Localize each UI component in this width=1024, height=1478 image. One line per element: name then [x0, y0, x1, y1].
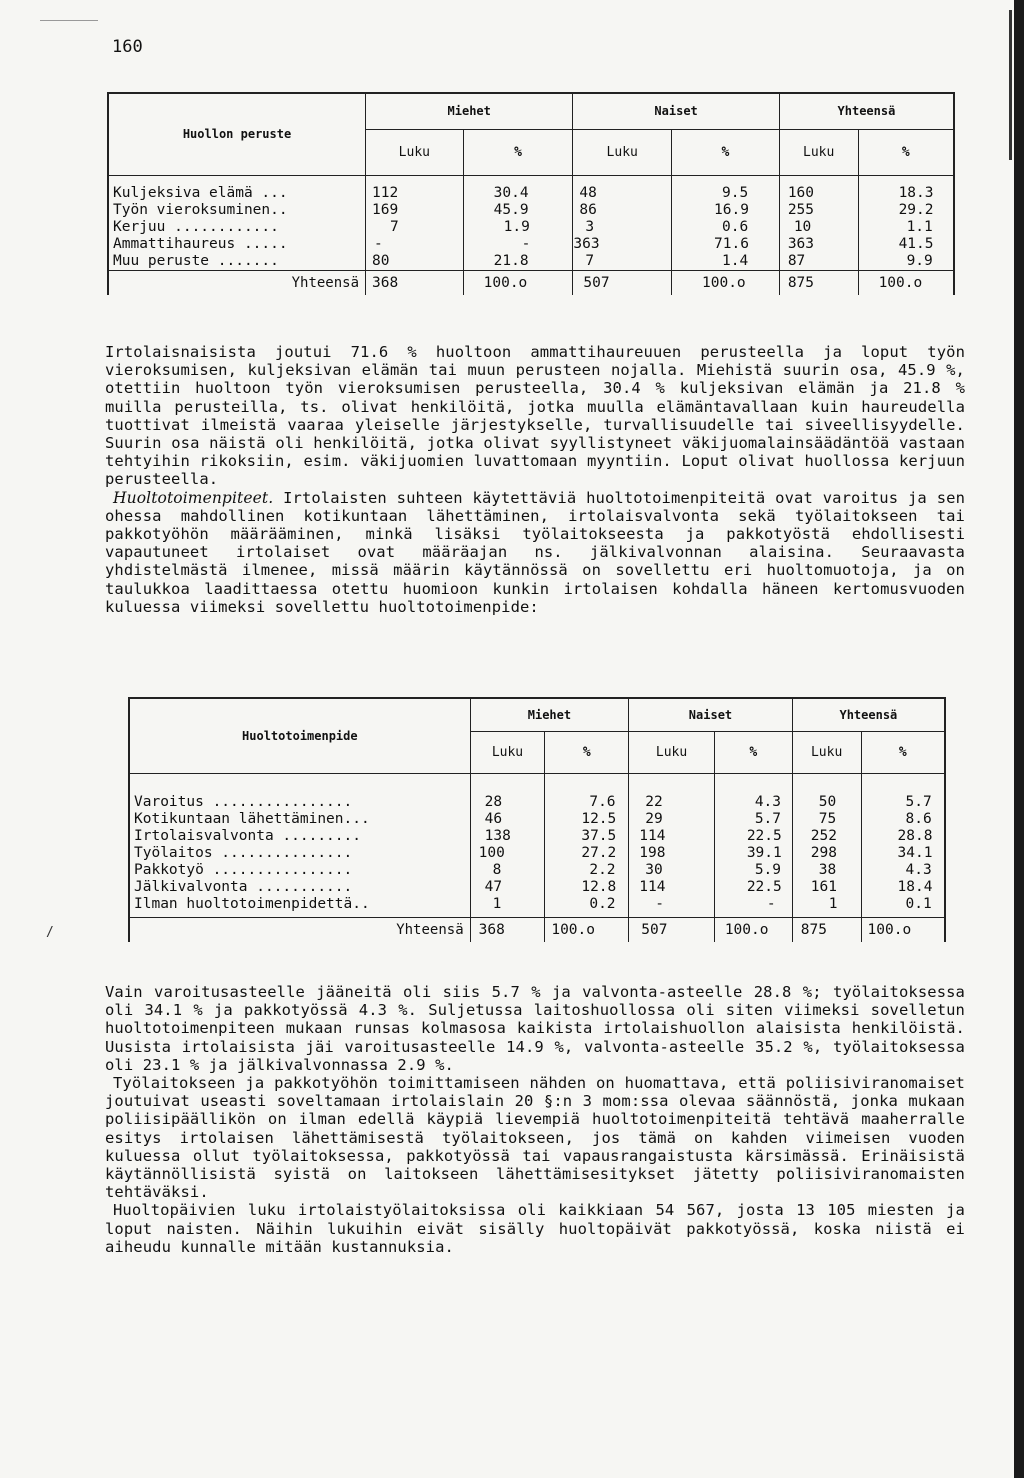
- table1-subheader: %: [463, 129, 573, 175]
- cell: 100.o: [714, 918, 792, 943]
- scan-right-edge: [1014, 0, 1024, 1478]
- cell: -: [629, 896, 715, 918]
- cell: 1.9: [463, 219, 573, 236]
- cell: 18.3: [858, 185, 954, 202]
- table1-group-yhteensa: Yhteensä: [779, 93, 954, 129]
- table-huoltotoimenpide: [128, 697, 946, 942]
- cell: 368: [470, 918, 545, 943]
- cell: 30: [629, 862, 715, 879]
- cell: 8.6: [861, 811, 945, 828]
- table2-subheader: Luku: [470, 731, 545, 773]
- table2-subheader: %: [545, 731, 629, 773]
- cell: 1.4: [672, 253, 780, 271]
- cell: 0.2: [545, 896, 629, 918]
- cell: 1: [792, 896, 861, 918]
- text-block-1: [105, 343, 965, 616]
- row-label: Kotikuntaan lähettäminen...: [129, 811, 470, 828]
- cell: 75: [792, 811, 861, 828]
- cell: 100.o: [545, 918, 629, 943]
- cell: 112: [366, 185, 464, 202]
- paragraph: Työlaitokseen ja pakkotyöhön toimittamiseen nähden on huomattava, että poliisiviranomaiset joutuivat useasti soveltamaan irtolaislain 20 §:n 3 mom:ssa olevaa säännöstä, jonka mukaan poliisipäällikön on ilman edellä käypiä lievempiä huoltotoimenpiteitä tehtävä maaherralle esitys irtolaisen lähettämisestä työlaitokseen, jos tämä on kahden viimeisen vuoden kuluessa ollut työlaitoksessa, pakkotyössä tai vapausrangaistusta kärsimässä. Erinäisistä käytännöllisistä syistä on laitokseen lähettämisesitykset jätetty poliisiviranomaisten tehtäväksi.: [105, 1074, 965, 1202]
- cell: 875: [779, 271, 858, 296]
- table1-subheader: Luku: [573, 129, 672, 175]
- cell: 21.8: [463, 253, 573, 271]
- cell: 34.1: [861, 845, 945, 862]
- cell: 100.o: [858, 271, 954, 296]
- section-heading: Huoltotoimenpiteet.: [113, 488, 274, 507]
- table2-group-naiset: Naiset: [629, 698, 793, 731]
- cell: 0.1: [861, 896, 945, 918]
- cell: 39.1: [714, 845, 792, 862]
- cell: 87: [779, 253, 858, 271]
- cell: 1: [470, 896, 545, 918]
- paragraph: Huoltopäivien luku irtolaistyölaitoksissa oli kaikkiaan 54 567, josta 13 105 miesten ja loput naisten. Näihin lukuihin eivät sisälly huoltopäivät pakkotyössä, koska niistä ei aiheudu kunnalle mitään kustannuksia.: [105, 1201, 965, 1256]
- cell: 198: [629, 845, 715, 862]
- cell: 8: [470, 862, 545, 879]
- cell: 114: [629, 828, 715, 845]
- table1-subheader: %: [858, 129, 954, 175]
- cell: 255: [779, 202, 858, 219]
- cell: 252: [792, 828, 861, 845]
- cell: 0.6: [672, 219, 780, 236]
- table-huollon-peruste: [107, 92, 955, 295]
- cell: 71.6: [672, 236, 780, 253]
- cell: 5.7: [861, 794, 945, 811]
- paragraph: Irtolaisnaisista joutui 71.6 % huoltoon ammattihaureuuen perusteella ja loput työn vieroksumisen, kuljeksivan elämän tai muun perusteen nojalla. Miehistä suurin osa, 45.9 %, otettiin huoltoon työn vieroksumisen perusteella, 30.4 % kuljeksivan elämän ja 21.8 % muilla perusteilla, ts. olivat henkilöitä, jotka muulla elämäntavallaan kuin haureudella tuottivat ilmeistä vaaraa yleiselle järjestykselle, turvallisuudelle tai siveellisyydelle. Suurin osa näistä oli henkilöitä, jotka olivat syyllistyneet väkijuomalainsäädäntöä vastaan tehtyihin rikoksiin, esim. väkijuomien luvattomaan myyntiin. Loput olivat huollossa kerjuun perusteella.: [105, 343, 965, 489]
- cell: 22.5: [714, 828, 792, 845]
- cell: 48: [573, 185, 672, 202]
- cell: 363: [573, 236, 672, 253]
- cell: 38: [792, 862, 861, 879]
- table1-row: [108, 253, 954, 271]
- cell: -: [463, 236, 573, 253]
- row-label: Työlaitos ...............: [129, 845, 470, 862]
- page-number: 160: [112, 37, 143, 57]
- row-label: Pakkotyö ................: [129, 862, 470, 879]
- cell: 80: [366, 253, 464, 271]
- cell: 7.6: [545, 794, 629, 811]
- row-label: Irtolaisvalvonta .........: [129, 828, 470, 845]
- cell: 28: [470, 794, 545, 811]
- table1-row: [108, 236, 954, 253]
- cell: -: [366, 236, 464, 253]
- cell: 507: [629, 918, 715, 943]
- cell: 3: [573, 219, 672, 236]
- table2-row: [129, 794, 945, 811]
- cell: 161: [792, 879, 861, 896]
- cell: 28.8: [861, 828, 945, 845]
- cell: 160: [779, 185, 858, 202]
- row-label: Työn vieroksuminen..: [108, 202, 366, 219]
- cell: 138: [470, 828, 545, 845]
- cell: 2.2: [545, 862, 629, 879]
- cell: 363: [779, 236, 858, 253]
- cell: 100.o: [672, 271, 780, 296]
- cell: 30.4: [463, 185, 573, 202]
- cell: 5.7: [714, 811, 792, 828]
- table2-total-row: [129, 918, 945, 943]
- cell: 86: [573, 202, 672, 219]
- table2-row: [129, 828, 945, 845]
- cell: 7: [573, 253, 672, 271]
- table2-group-yhteensa: Yhteensä: [792, 698, 945, 731]
- cell: 100.o: [861, 918, 945, 943]
- total-label: Yhteensä: [108, 271, 366, 296]
- cell: 22: [629, 794, 715, 811]
- table1-subheader: %: [672, 129, 780, 175]
- table2-row: [129, 896, 945, 918]
- cell: 4.3: [861, 862, 945, 879]
- table1-group-miehet: Miehet: [366, 93, 573, 129]
- scan-top-rule: [40, 20, 98, 21]
- cell: 368: [366, 271, 464, 296]
- cell: 12.8: [545, 879, 629, 896]
- cell: 1.1: [858, 219, 954, 236]
- table1-subheader: Luku: [366, 129, 464, 175]
- row-label: Muu peruste .......: [108, 253, 366, 271]
- table2-subheader: %: [861, 731, 945, 773]
- cell: 100: [470, 845, 545, 862]
- cell: 114: [629, 879, 715, 896]
- total-label: Yhteensä: [129, 918, 470, 943]
- table2-header-label: Huoltotoimenpide: [129, 698, 470, 773]
- table2-row: [129, 862, 945, 879]
- row-label: Varoitus ................: [129, 794, 470, 811]
- cell: 18.4: [861, 879, 945, 896]
- cell: 50: [792, 794, 861, 811]
- cell: 4.3: [714, 794, 792, 811]
- cell: 9.5: [672, 185, 780, 202]
- cell: 875: [792, 918, 861, 943]
- table1-subheader: Luku: [779, 129, 858, 175]
- table1-group-naiset: Naiset: [573, 93, 779, 129]
- cell: 41.5: [858, 236, 954, 253]
- paragraph: Irtolaisten suhteen käytettäviä huoltotoimenpiteitä ovat varoitus ja sen ohessa mahdollinen kotikuntaan lähettäminen, irtolaisvalvonta sekä työlaitokseen tai pakkotyöhön määrääminen, minkä lisäksi työlaitokseesta ja pakkotyöstä ehdollisesti vapautuneet irtolaiset ovat määräajan ns. jälkivalvonnan alaisina. Seuraavasta yhdistelmästä ilmenee, missä määrin käytännössä on sovellettu eri huoltomuotoja, ja on taulukkoa laadittaessa otettu huomioon kunkin irtolaisen kohdalla häneen kertomusvuoden kuluessa viimeksi sovellettu huoltotoimenpide:: [105, 488, 965, 616]
- cell: 12.5: [545, 811, 629, 828]
- table2-subheader: %: [714, 731, 792, 773]
- stray-mark: /: [46, 925, 54, 940]
- table2-subheader: Luku: [629, 731, 715, 773]
- cell: 5.9: [714, 862, 792, 879]
- cell: 47: [470, 879, 545, 896]
- table1-row: [108, 219, 954, 236]
- table2-row: [129, 845, 945, 862]
- cell: 29.2: [858, 202, 954, 219]
- cell: 507: [573, 271, 672, 296]
- table2-row: [129, 879, 945, 896]
- paragraph: Vain varoitusasteelle jääneitä oli siis 5.7 % ja valvonta-asteelle 28.8 %; työlaitoksessa oli 34.1 % ja pakkotyössä 4.3 %. Suljetussa laitoshuollossa oli siten viimeksi sovelletun huoltotoimenpiteen mukaan runsas kolmasosa kaikista irtolaishuollon alaisista henkilöistä. Uusista irtolaisista jäi varoitusasteelle 14.9 %, valvonta-asteelle 35.2 %, työlaitoksessa oli 23.1 % ja jälkivalvonnassa 2.9 %.: [105, 983, 965, 1074]
- row-label: Kerjuu ............: [108, 219, 366, 236]
- cell: 27.2: [545, 845, 629, 862]
- cell: 298: [792, 845, 861, 862]
- cell: 22.5: [714, 879, 792, 896]
- cell: 169: [366, 202, 464, 219]
- text-block-2: [105, 983, 965, 1256]
- cell: 100.o: [463, 271, 573, 296]
- table1-header-label: Huollon peruste: [108, 93, 366, 175]
- table2-row: [129, 811, 945, 828]
- table2-group-miehet: Miehet: [470, 698, 629, 731]
- table1-row: [108, 202, 954, 219]
- row-label: Ammattihaureus .....: [108, 236, 366, 253]
- table2-subheader: Luku: [792, 731, 861, 773]
- cell: 45.9: [463, 202, 573, 219]
- cell: 9.9: [858, 253, 954, 271]
- table1-total-row: [108, 271, 954, 296]
- cell: -: [714, 896, 792, 918]
- cell: 46: [470, 811, 545, 828]
- row-label: Kuljeksiva elämä ...: [108, 185, 366, 202]
- row-label: Ilman huoltotoimenpidettä..: [129, 896, 470, 918]
- cell: 7: [366, 219, 464, 236]
- cell: 29: [629, 811, 715, 828]
- cell: 10: [779, 219, 858, 236]
- scan-edge-shadow: [1009, 10, 1012, 160]
- table1-row: [108, 185, 954, 202]
- cell: 37.5: [545, 828, 629, 845]
- row-label: Jälkivalvonta ...........: [129, 879, 470, 896]
- cell: 16.9: [672, 202, 780, 219]
